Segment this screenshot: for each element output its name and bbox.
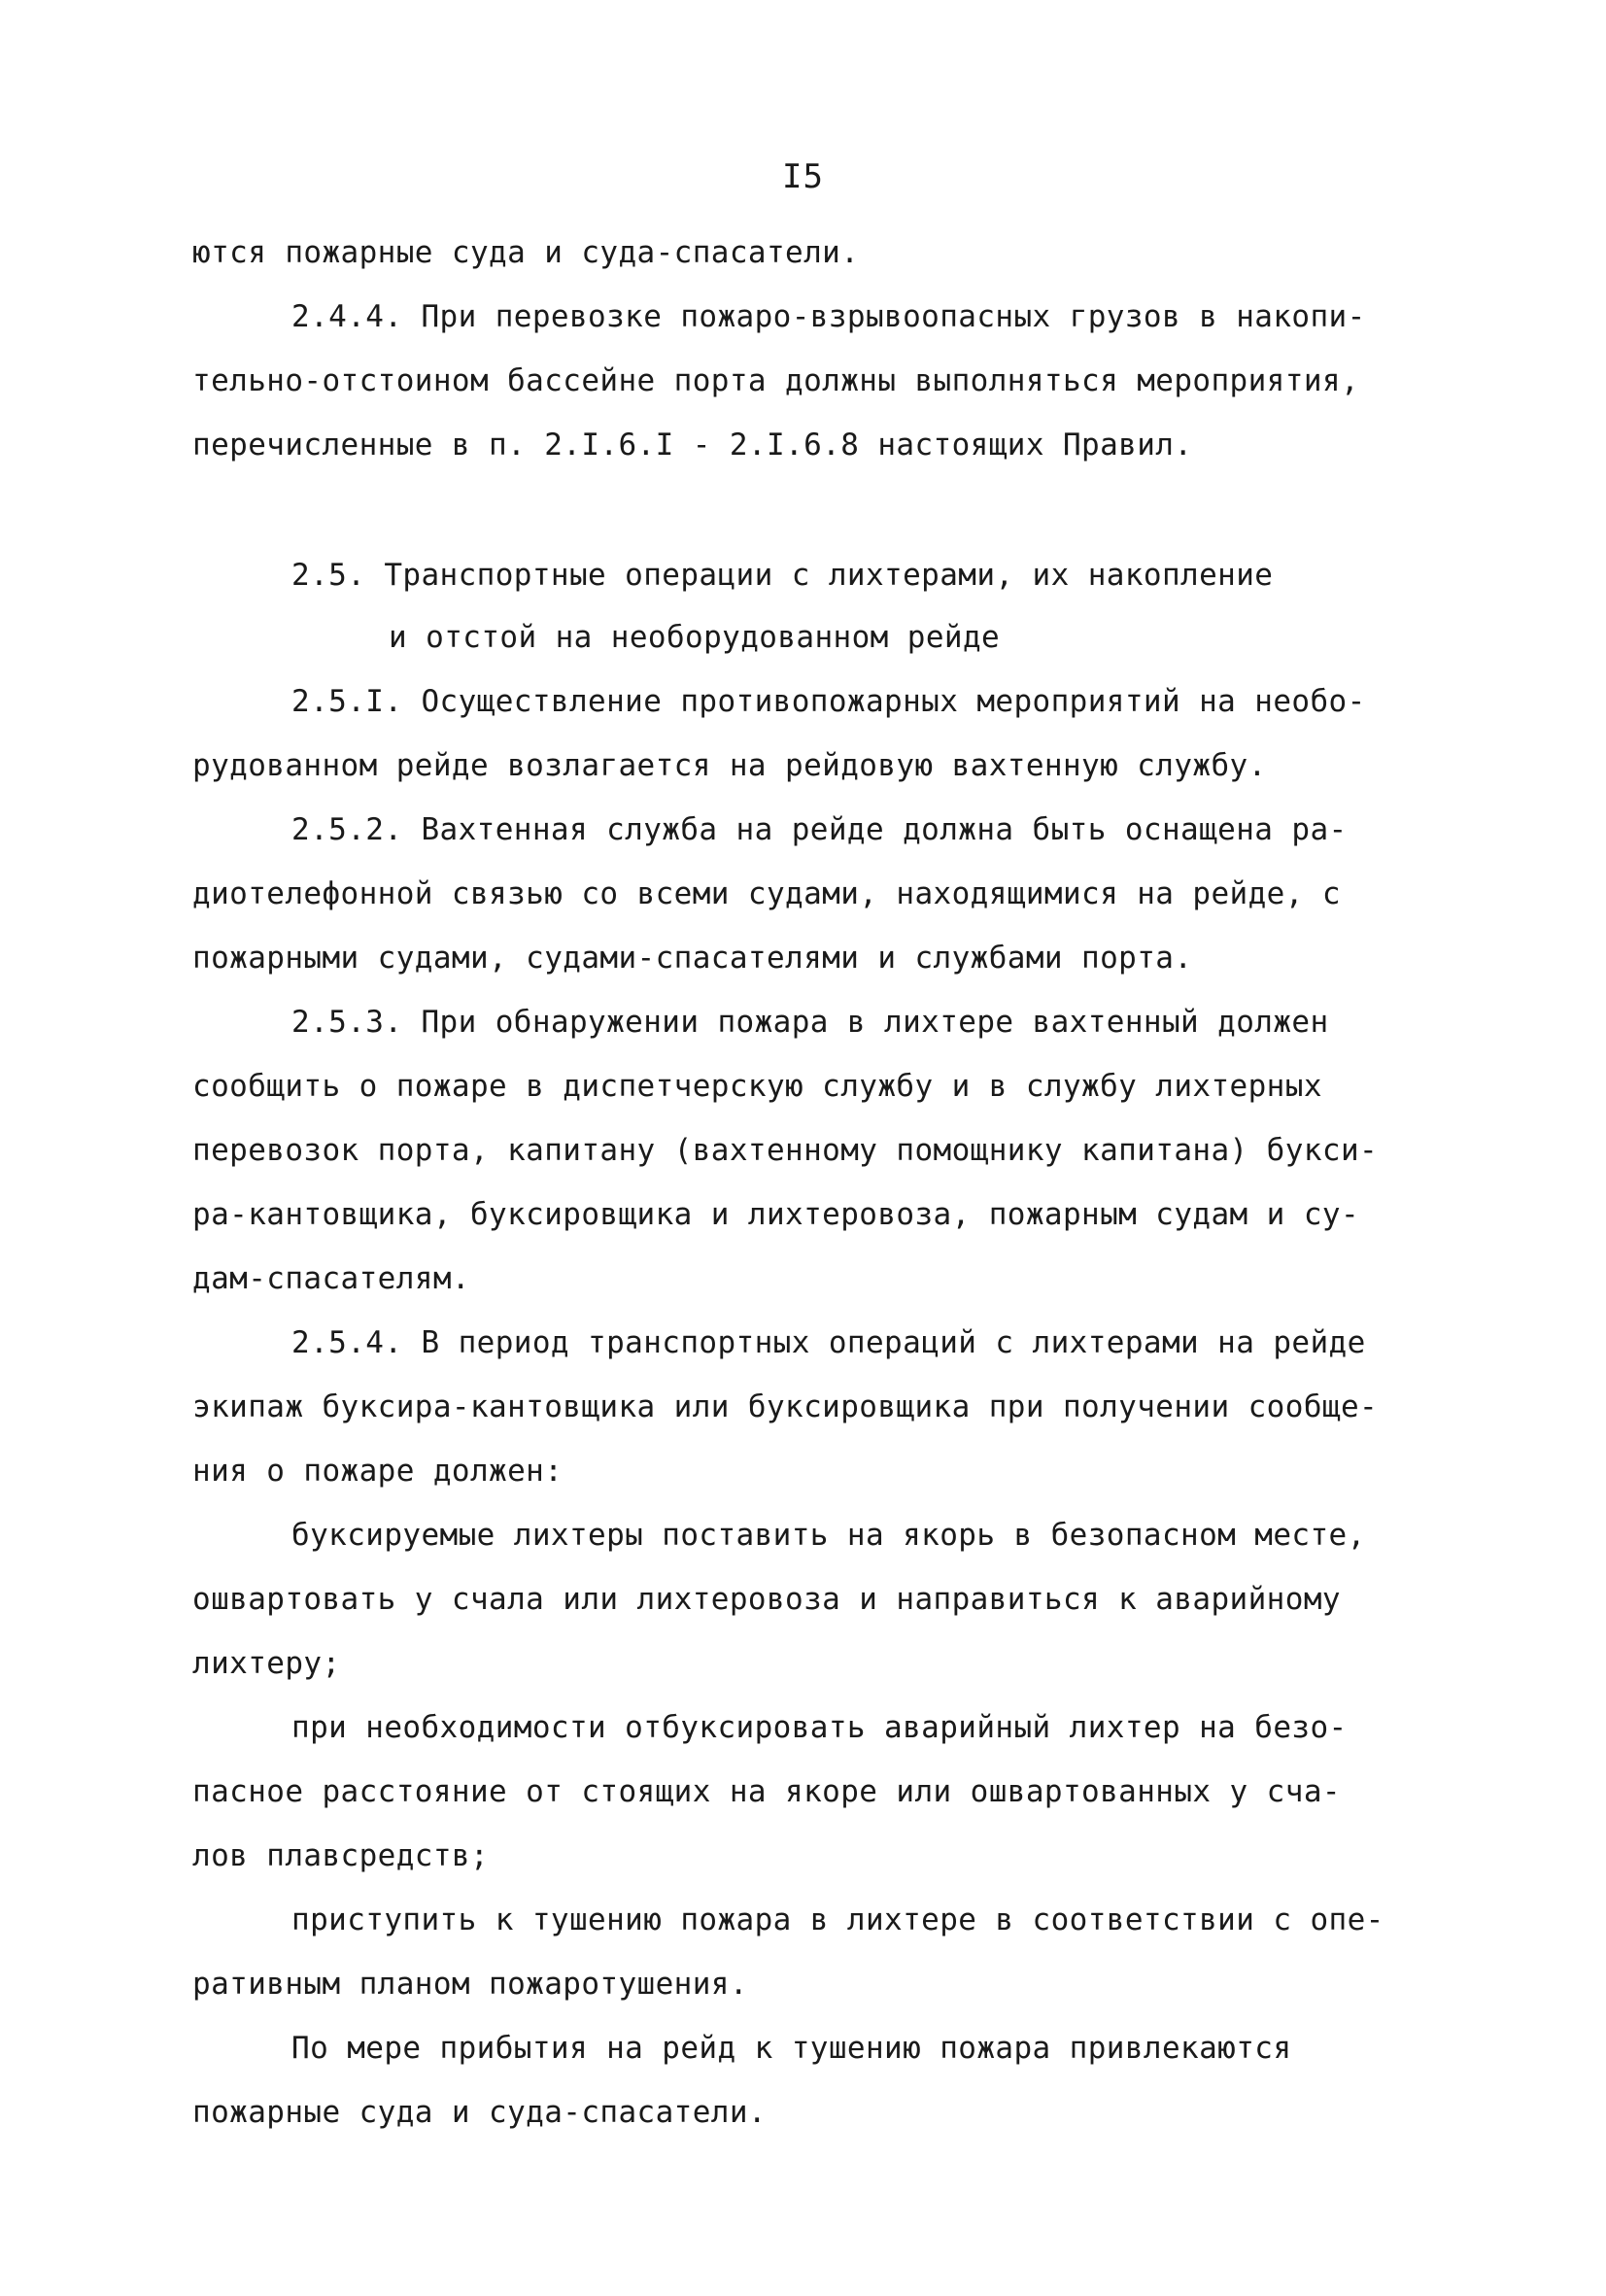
section-heading: и отстой на необорудованном рейде: [389, 620, 1001, 655]
text-line: 2.5.I. Осуществление противопожарных мероприятий на необо-: [291, 684, 1366, 719]
text-line: дам-спасателям.: [192, 1261, 470, 1296]
text-line: ра-кантовщика, буксировщика и лихтеровоза, пожарным судам и су-: [192, 1197, 1360, 1232]
text-line: сообщить о пожаре в диспетчерскую службу и в службу лихтерных: [192, 1069, 1322, 1104]
text-line: рудованном рейде возлагается на рейдовую вахтенную службу.: [192, 748, 1267, 783]
text-line: диотелефонной связью со всеми судами, находящимися на рейде, с: [192, 876, 1341, 911]
text-line: По мере прибытия на рейд к тушению пожара привлекаются: [291, 2031, 1292, 2066]
text-line: приступить к тушению пожара в лихтере в соответствии с опе-: [291, 1902, 1384, 1937]
text-line: ются пожарные суда и суда-спасатели.: [192, 235, 860, 270]
text-line: 2.4.4. При перевозке пожаро-взрывоопасных грузов в накопи-: [291, 299, 1366, 334]
text-line: буксируемые лихтеры поставить на якорь в безопасном месте,: [291, 1518, 1366, 1553]
text-line: экипаж буксира-кантовщика или буксировщика при получении сообще-: [192, 1389, 1379, 1424]
text-line: лихтеру;: [192, 1646, 341, 1681]
text-line: ративным планом пожаротушения.: [192, 1967, 748, 2002]
text-line: пасное расстояние от стоящих на якоре или ошвартованных у сча-: [192, 1774, 1341, 1809]
text-line: перечисленные в п. 2.I.6.I - 2.I.6.8 настоящих Правил.: [192, 428, 1193, 463]
section-heading: 2.5. Транспортные операции с лихтерами, их накопление: [291, 558, 1274, 593]
page-number: I5: [782, 157, 824, 196]
text-line: тельно-отстоином бассейне порта должны выполняться мероприятия,: [192, 363, 1360, 398]
text-line: 2.5.3. При обнаружении пожара в лихтере вахтенный должен: [291, 1005, 1329, 1040]
text-line: 2.5.2. Вахтенная служба на рейде должна быть оснащена ра-: [291, 812, 1348, 847]
text-line: пожарными судами, судами-спасателями и службами порта.: [192, 941, 1193, 976]
text-line: перевозок порта, капитану (вахтенному помощнику капитана) букси-: [192, 1133, 1379, 1168]
text-line: при необходимости отбуксировать аварийный лихтер на безо-: [291, 1710, 1348, 1745]
text-line: ошвартовать у счала или лихтеровоза и направиться к аварийному: [192, 1582, 1341, 1617]
text-line: лов плавсредств;: [192, 1838, 490, 1873]
text-line: ния о пожаре должен:: [192, 1454, 564, 1489]
text-line: 2.5.4. В период транспортных операций с лихтерами на рейде: [291, 1325, 1366, 1360]
text-line: пожарные суда и суда-спасатели.: [192, 2095, 767, 2130]
